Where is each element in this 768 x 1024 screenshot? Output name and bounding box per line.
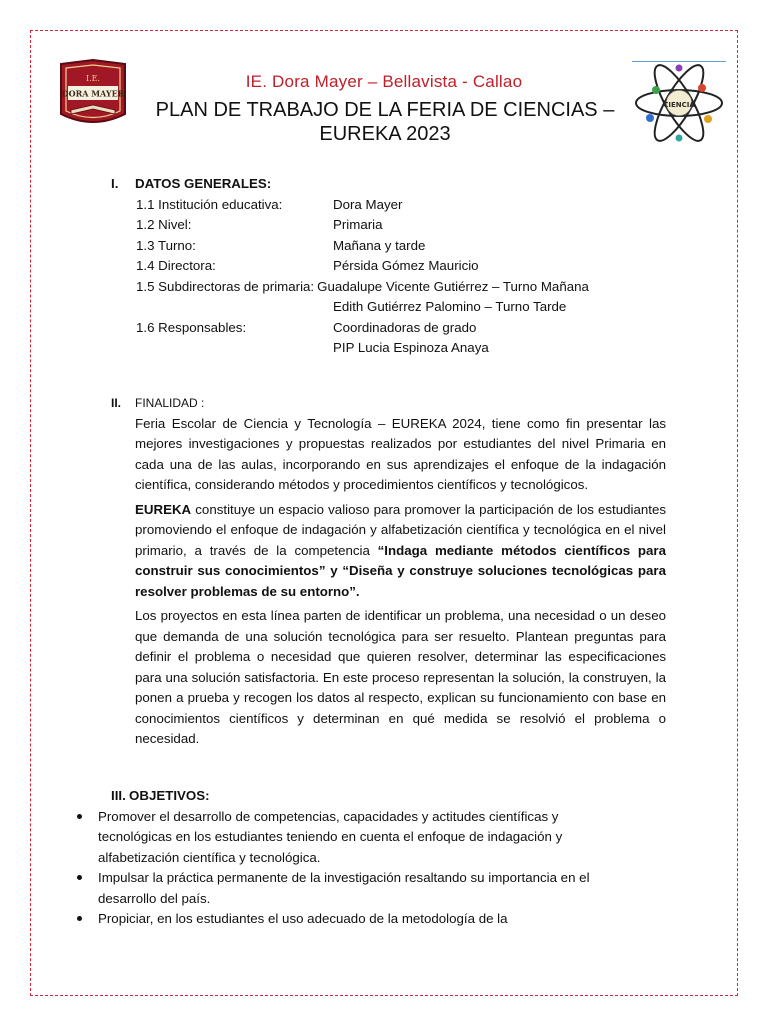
finalidad-paragraph-3: Los proyectos en esta línea parten de identificar un problema, una necesidad o un deseo que demanda de una solución tecnológica para ser resuelto. Plantean preguntas para definir el problema o necesidad que quieren resolver, determinar las especificaciones para una solución satisfactoria. En este proceso representan la solución, la construyen, la ponen a prueba y recogen los datos al respecto, explican su funcionamiento con base en conocimientos científicos y determinan en qué medida se resolvió el problema o necesidad. (135, 608, 666, 746)
finalidad-body (135, 414, 666, 750)
finalidad-paragraph-2: EUREKA constituye un espacio valioso para promover la participación de los estudiantes promoviendo el enfoque de indagación y alfabetización científica y tecnológica en el nivel primario, a través de la competencia “Indaga mediante métodos científicos para construir sus conocimientos” y “Diseña y construye soluciones tecnológicas para resolver problemas de su entorno”. (135, 501, 666, 599)
section-title: DATOS GENERALES: (135, 176, 272, 191)
finalidad-paragraph-1: Feria Escolar de Ciencia y Tecnología – EUREKA 2024, tiene como fin presentar las mejores investigaciones y propuestas realizados por estudiantes del nivel Primaria en cada una de las aulas, incorporando en sus aprendizajes el enfoque de la indagación científica, considerando métodos y procedimientos científicos y tecnológicos. (135, 415, 666, 492)
datos-row: PIP Lucia Espinoza Anaya (333, 340, 489, 355)
title-line-1: PLAN DE TRABAJO DE LA FERIA DE CIENCIAS – (155, 99, 615, 121)
section-number: I. (111, 176, 119, 191)
section-title: FINALIDAD : (135, 396, 205, 410)
section-datos-generales (111, 174, 651, 359)
section-heading (111, 786, 632, 807)
section-title: OBJETIVOS: (129, 788, 210, 803)
section-heading (111, 174, 651, 195)
document-title (130, 98, 640, 146)
datos-row: 1.5 Subdirectoras de primaria: Guadalupe Vicente Gutiérrez – Turno Mañana (136, 278, 589, 294)
school-name: IE. Dora Mayer – Bellavista - Callao (245, 72, 523, 91)
section-heading (111, 393, 666, 414)
section-number: III. (111, 788, 126, 803)
logo-school-name: DORA MAYER (61, 88, 125, 99)
objetivos-list (72, 807, 632, 930)
datos-row: 1.4 Directora: Pérsida Gómez Mauricio (136, 258, 479, 273)
datos-row: 1.2 Nivel: Primaria (136, 217, 383, 232)
logo-ciencia-text: CIENCIA (663, 101, 695, 109)
title-line-2: EUREKA 2023 (319, 123, 451, 145)
datos-row: 1.1 Institución educativa: Dora Mayer (136, 196, 403, 212)
datos-list (136, 195, 651, 359)
section-objetivos (72, 786, 632, 930)
datos-row: 1.3 Turno: Mañana y tarde (136, 237, 426, 253)
section-number: II. (111, 396, 122, 410)
section-finalidad (111, 393, 666, 750)
logo-initials: I.E. (85, 74, 101, 83)
datos-row: Edith Gutiérrez Palomino – Turno Tarde (333, 299, 567, 314)
datos-row: 1.6 Responsables: Coordinadoras de grado (136, 319, 477, 335)
school-logo (57, 58, 129, 134)
objetivo-item: Impulsar la práctica permanente de la investigación resaltando su importancia en el desarrollo del país. (72, 868, 632, 909)
objetivo-item: Propiciar, en los estudiantes el uso adecuado de la metodología de la (72, 909, 632, 930)
objetivo-item: Promover el desarrollo de competencias, capacidades y actitudes científicas y tecnológicas en los estudiantes teniendo en cuenta el enfoque de indagación y alfabetización científica y tecnológica. (72, 807, 632, 869)
